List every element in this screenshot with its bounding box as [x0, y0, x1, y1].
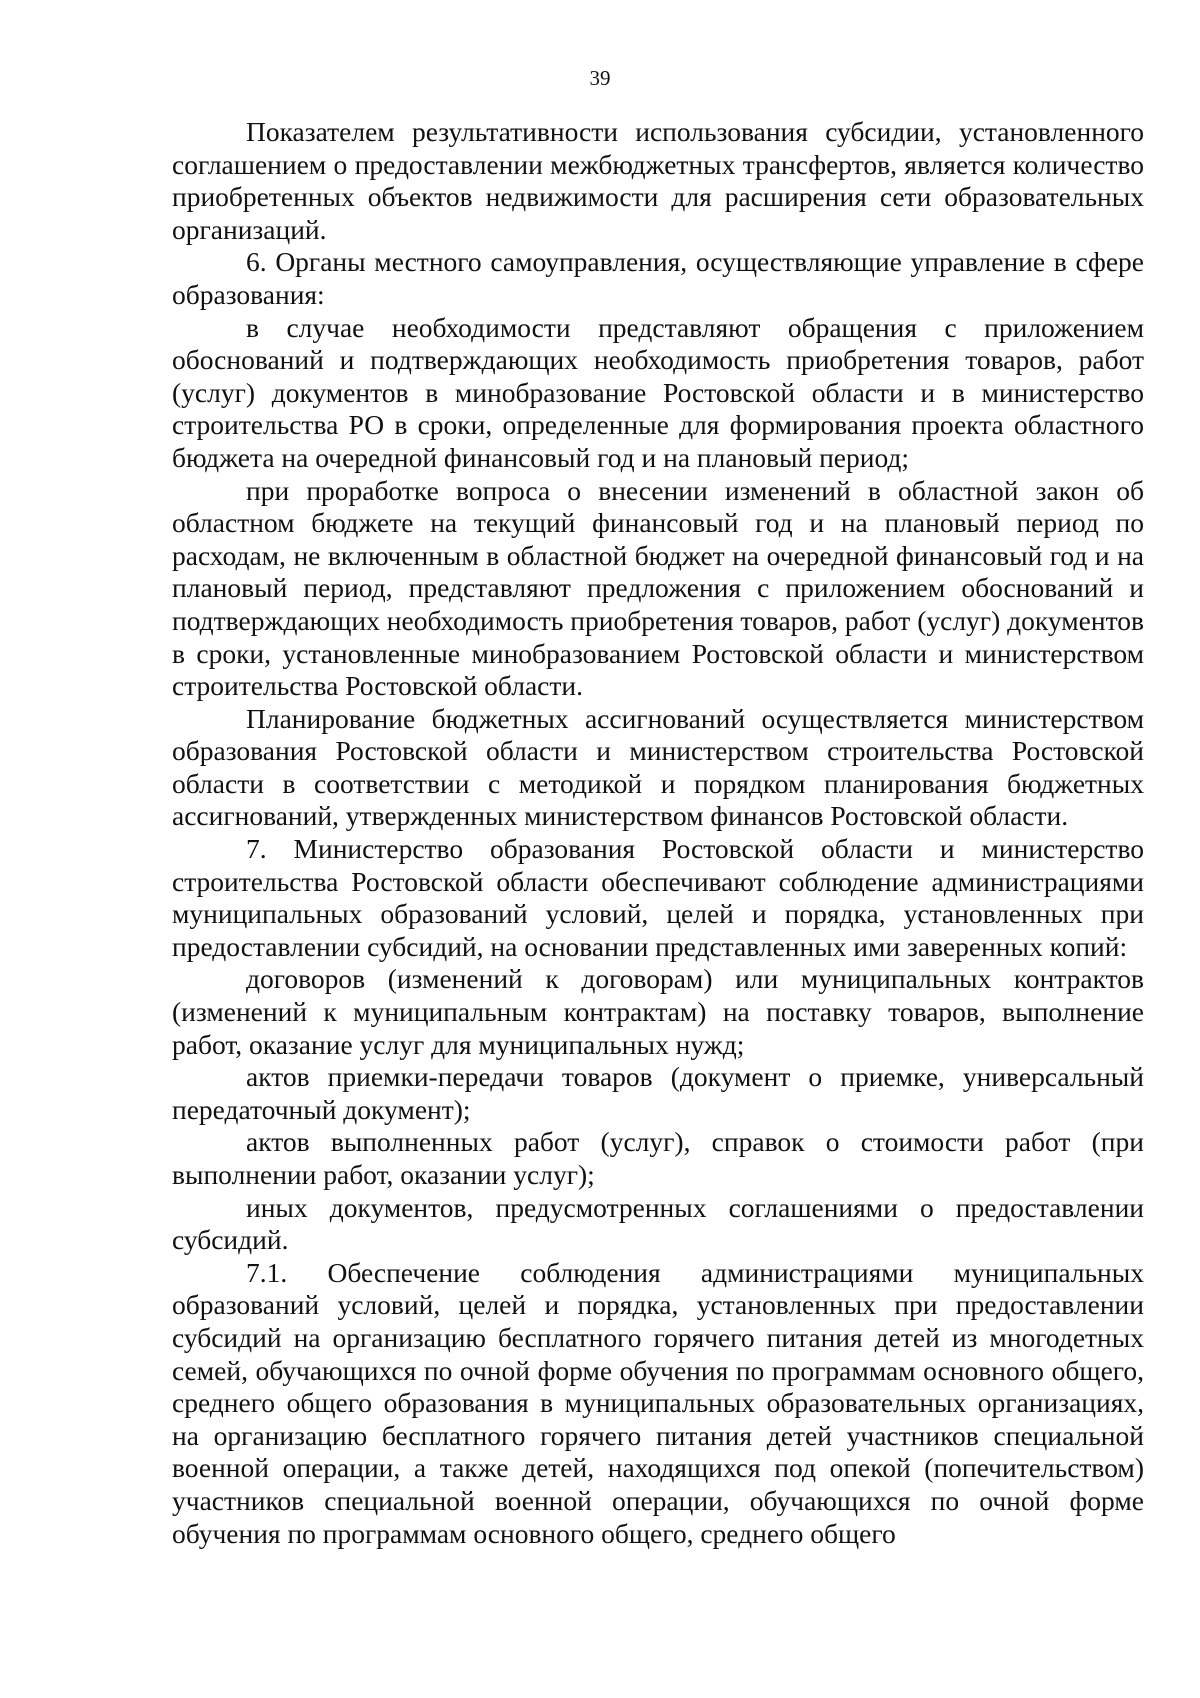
paragraph-item-7: 7. Министерство образования Ростовской области и министерство строительства Ростовской области обеспечивают соблюдение администрациями муниципальных образований условий, целей и порядка, установленных при предоставлении субсидий, на основании представленных ими заверенных копий:: [172, 833, 1144, 962]
document-body: [172, 116, 1144, 1550]
page-number: 39: [589, 66, 611, 90]
paragraph-item-7-other-documents: иных документов, предусмотренных соглашениями о предоставлении субсидий.: [172, 1191, 1144, 1256]
paragraph-item-6-budget-law-changes: при проработке вопроса о внесении изменений в областной закон об областном бюджете на текущий финансовый год и на плановый период по расходам, не включенным в областной бюджет на очередной финансовый год и на плановый период, представляют предложения с приложением обоснований и подтверждающих необходимость приобретения товаров, работ (услуг) документов в сроки, установленные минобразованием Ростовской области и министерством строительства Ростовской области.: [172, 474, 1144, 702]
paragraph-budget-planning: Планирование бюджетных ассигнований осуществляется министерством образования Ростовской области и министерством строительства Ростовской области в соответствии с методикой и порядком планирования бюджетных ассигнований, утвержденных министерством финансов Ростовской области.: [172, 702, 1144, 832]
paragraph-item-7-acceptance-acts: актов приемки-передачи товаров (документ о приемке, универсальный передаточный документ);: [172, 1061, 1144, 1125]
paragraph-item-7-1: 7.1. Обеспечение соблюдения администрациями муниципальных образований условий, целей и порядка, установленных при предоставлении субсидий на организацию бесплатного горячего питания детей из многодетных семей, обучающихся по очной форме обучения по программам основного общего, среднего общего образования в муниципальных образовательных организациях, на организацию бесплатного горячего питания детей участников специальной военной операции, а также детей, находящихся под опекой (попечительством) участников специальной военной операции, обучающихся по очной форме обучения по программам основного общего, среднего общего: [172, 1256, 1144, 1549]
paragraph-item-6: 6. Органы местного самоуправления, осуществляющие управление в сфере образования:: [172, 246, 1144, 310]
paragraph-item-7-work-acts: актов выполненных работ (услуг), справок о стоимости работ (при выполнении работ, оказании услуг);: [172, 1126, 1144, 1190]
paragraph-item-6-case-need: в случае необходимости представляют обращения с приложением обоснований и подтверждающих необходимость приобретения товаров, работ (услуг) документов в минобразование Ростовской области и в министерство строительства РО в сроки, определенные для формирования проекта областного бюджета на очередной финансовый год и на плановый период;: [172, 311, 1144, 473]
paragraph-performance-indicator: Показателем результативности использования субсидии, установленного соглашением о предоставлении межбюджетных трансфертов, является количество приобретенных объектов недвижимости для расширения сети образовательных организаций.: [172, 116, 1144, 245]
paragraph-item-7-contracts: договоров (изменений к договорам) или муниципальных контрактов (изменений к муниципальным контрактам) на поставку товаров, выполнение работ, оказание услуг для муниципальных нужд;: [172, 963, 1144, 1060]
